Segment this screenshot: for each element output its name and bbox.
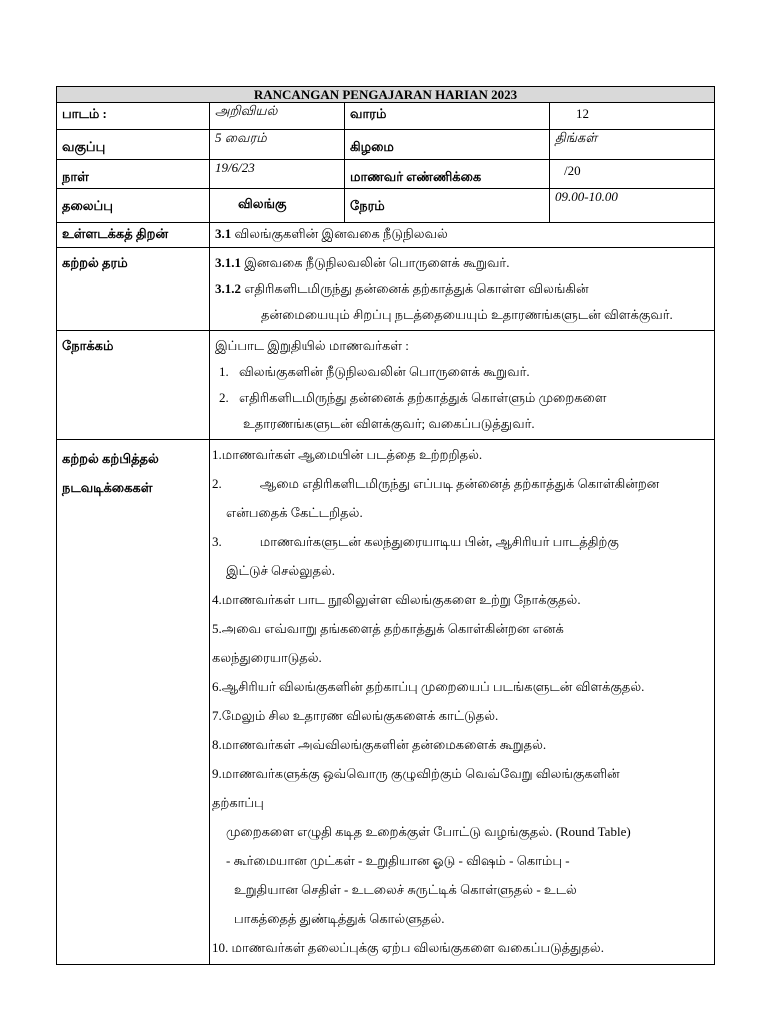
activity-line: தற்காப்பு — [212, 795, 264, 810]
learning-standard-list — [210, 248, 715, 331]
activity-line: உறுதியான செதிள் - உடலைச் சுருட்டிக் கொள்ளுதல் - உடல் — [234, 882, 577, 897]
objective-item — [215, 385, 709, 411]
activity-number: 2. — [212, 476, 222, 491]
activities-list — [210, 440, 715, 965]
day-value: திங்கள் — [550, 130, 715, 160]
activity-line: 5.அவை எவ்வாறு தங்களைத் தற்காத்துக் கொள்கின்றன எனக் — [212, 621, 564, 636]
date-value: 19/6/23 — [210, 160, 345, 189]
activity-line: 8.மாணவர்கள் அவ்விலங்குகளின் தன்மைகளைக் கூறுதல். — [212, 737, 547, 752]
week-label: வாரம் — [345, 103, 550, 130]
activity-line: 9.மாணவர்களுக்கு ஒவ்வொரு குழுவிற்கும் வெவ்வேறு விலங்குகளின் — [212, 766, 620, 781]
topic-value: விலங்கு — [210, 189, 345, 223]
objective-text: எதிரிகளிடமிருந்து தன்னைக் தற்காத்துக் கொள்ளும் முறைகளை — [239, 390, 607, 405]
objective-label: நோக்கம் — [57, 331, 210, 440]
activity-line: 7.மேலும் சில உதாரண விலங்குகளைக் காட்டுதல். — [212, 708, 499, 723]
content-standard-code: 3.1 — [215, 226, 232, 241]
students-label: மாணவர் எண்ணிக்கை — [345, 160, 550, 189]
learning-standard-label: கற்றல் தரம் — [57, 248, 210, 331]
class-label: வகுப்பு — [57, 130, 210, 160]
objective-cont: உதாரணங்களுடன் விளக்குவர்; வகைப்படுத்துவர். — [243, 416, 535, 431]
content-standard-text: விலங்குகளின் இனவகை நீடுநிலவல் — [231, 226, 448, 241]
activities-label — [57, 440, 210, 965]
content-standard-value — [210, 223, 715, 248]
activities-label-line1: கற்றல் கற்பித்தல் — [62, 451, 159, 466]
objective-number: 2. — [219, 390, 229, 405]
objective-text: விலங்குகளின் நீடுநிலவலின் பொருளைக் கூறுவர். — [239, 364, 530, 379]
activity-number: 3. — [212, 534, 222, 549]
lesson-plan-sheet — [56, 86, 714, 965]
document-title: RANCANGAN PENGAJARAN HARIAN 2023 — [57, 87, 715, 103]
subject-value: அறிவியல் — [210, 103, 345, 130]
activity-line: - கூர்மையான முட்கள் - உறுதியான ஓடு - விஷம் - கொம்பு - — [226, 853, 570, 868]
objective-list — [210, 331, 715, 440]
class-value: 5 வைரம் — [210, 130, 345, 160]
objective-intro: இப்பாட இறுதியில் மாணவர்கள் : — [215, 338, 409, 353]
time-value: 09.00-10.00 — [550, 189, 715, 223]
activity-line — [212, 527, 709, 556]
learning-standard-text: இனவகை நீடுநிலவலின் பொருளைக் கூறுவர். — [241, 255, 510, 270]
activity-line: முறைகளை எழுதி கடித உறைக்குள் போட்டு வழங்குதல். (Round Table) — [226, 824, 631, 839]
activity-line: 10. மாணவர்கள் தலைப்புக்கு ஏற்ப விலங்குகளை வகைப்படுத்துதல். — [212, 940, 604, 955]
subject-label: பாடம் : — [57, 103, 210, 130]
week-value: 12 — [550, 103, 715, 130]
activity-line: 4.மாணவர்கள் பாட நூலிலுள்ள விலங்குகளை உற்று நோக்குதல். — [212, 592, 581, 607]
time-label: நேரம் — [345, 189, 550, 223]
activity-line: கலந்துரையாடுதல். — [212, 650, 322, 665]
activity-line: 1.மாணவர்கள் ஆமையின் படத்தை உற்றறிதல். — [212, 447, 483, 462]
activities-label-line2: நடவடிக்கைகள் — [62, 480, 153, 495]
learning-standard-text: எதிரிகளிடமிருந்து தன்னைக் தற்காத்துக் கொள்ள விலங்கின் — [241, 281, 589, 296]
topic-label: தலைப்பு — [57, 189, 210, 223]
activity-text: மாணவர்களுடன் கலந்துரையாடிய பின், ஆசிரியர் பாடத்திற்கு — [259, 534, 619, 549]
learning-standard-cont: தன்மையையும் சிறப்பு நடத்தையையும் உதாரணங்களுடன் விளக்குவர். — [261, 307, 673, 322]
activity-line — [212, 469, 709, 498]
lesson-plan-table — [56, 86, 715, 965]
content-standard-label: உள்ளடக்கத் திறன் — [57, 223, 210, 248]
activity-line: என்பதைக் கேட்டறிதல். — [226, 505, 363, 520]
activity-line: பாகத்தைத் துண்டித்துக் கொல்ளுதல். — [234, 911, 445, 926]
date-label: நாள் — [57, 160, 210, 189]
students-value: /20 — [550, 160, 715, 189]
objective-number: 1. — [219, 364, 229, 379]
objective-item — [215, 359, 709, 385]
learning-standard-item — [215, 276, 709, 302]
learning-standard-item — [215, 250, 709, 276]
learning-standard-code: 3.1.1 — [215, 255, 241, 270]
activity-line: இட்டுச் செல்லுதல். — [226, 563, 336, 578]
activity-line: 6.ஆசிரியர் விலங்குகளின் தற்காப்பு முறையைப் படங்களுடன் விளக்குதல். — [212, 679, 645, 694]
activity-text: ஆமை எதிரிகளிடமிருந்து எப்படி தன்னைத் தற்காத்துக் கொள்கின்றன — [259, 476, 660, 491]
learning-standard-code: 3.1.2 — [215, 281, 241, 296]
day-label: கிழமை — [345, 130, 550, 160]
